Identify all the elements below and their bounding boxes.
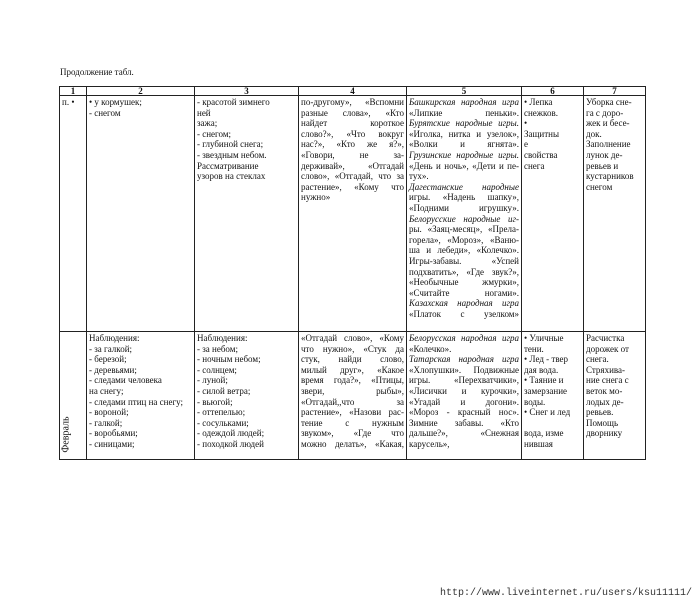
row1-col7 — [584, 96, 646, 332]
cell-line: - воробьями; — [89, 428, 138, 439]
cell-line: дальше?», «Снежная — [409, 428, 519, 439]
activities-table — [59, 86, 646, 460]
cell-line: • у кормушек; — [89, 97, 142, 107]
table-caption: Продолжение табл. — [60, 67, 134, 77]
cell-line: - одеждой людей; — [197, 428, 265, 439]
cell-line: док. — [586, 128, 602, 139]
cell-line: • Снег и лед — [524, 407, 571, 418]
cell-line: - деревьями; — [89, 364, 137, 375]
row2-col5 — [407, 332, 522, 460]
row2-col3 — [195, 332, 299, 460]
cell-line: нившая — [524, 438, 553, 449]
cell-line: - за галкой; — [89, 343, 133, 354]
row2-col2 — [87, 332, 195, 460]
row2-col6 — [522, 332, 584, 460]
cell-line: лунок де- — [586, 149, 623, 160]
cell-line: - синицами; — [89, 438, 135, 449]
cell-line: Казахская народная игра — [409, 298, 519, 309]
cell-line: - силой ветра; — [197, 385, 251, 396]
cell-line: «Угадай и догони». — [409, 396, 519, 407]
row1-col3 — [195, 96, 299, 332]
cell-line: игры. «Перехватчики», — [409, 375, 519, 386]
cell-line: звуком», «Где что — [301, 428, 404, 439]
cell-line: Дагестанские народные — [409, 181, 519, 192]
cell-line: «Лисички и курочки», — [409, 385, 519, 396]
cell-text: п. • — [62, 97, 75, 107]
row1-col1 — [60, 96, 87, 332]
cell-line: Белорусская народная игра — [409, 333, 519, 343]
cell-line: дорожек от — [586, 343, 629, 354]
cell-line: • Уличные — [524, 333, 564, 343]
cell-line: - сосульками; — [197, 417, 249, 428]
row1-col5 — [407, 96, 522, 332]
cell-line: замерзание — [524, 385, 568, 396]
cell-line: слово?», «Что вокруг — [301, 128, 404, 139]
cell-line: Наблюдения: — [197, 333, 248, 343]
cell-line: держивай», «Отгадай — [301, 160, 404, 171]
cell-line: - глубиной снега; — [197, 139, 264, 150]
header-cell: 1 — [60, 87, 87, 96]
cell-line: - вьюгой; — [197, 396, 233, 407]
cell-line: «Колечко». — [409, 343, 452, 354]
header-row — [60, 87, 646, 96]
header-cell: 3 — [195, 87, 299, 96]
cell-line: Защитны — [524, 128, 560, 139]
cell-line: - следами птиц на снегу; — [89, 396, 184, 407]
cell-line: - оттепелью; — [197, 407, 246, 418]
cell-line: зажа; — [197, 118, 218, 129]
cell-line: стук, найди слово, — [301, 354, 404, 365]
cell-line: - походкой людей — [197, 438, 264, 449]
cell-line: «Отгадай,,что за — [301, 396, 404, 407]
header-cell: 6 — [522, 87, 584, 96]
cell-line: Зимние забавы. «Кто — [409, 417, 519, 428]
cell-line: «Иголка, нитка и узелок», — [409, 128, 519, 139]
cell-line: е — [524, 139, 528, 150]
cell-line: разные слова», «Кто — [301, 107, 404, 118]
cell-line: дая вода. — [524, 364, 559, 375]
row1-col6 — [522, 96, 584, 332]
cell-line: Расчистка — [586, 333, 625, 343]
cell-line: жек и бесе- — [586, 118, 630, 129]
row1-col2 — [87, 96, 195, 332]
cell-line: • Таяние и — [524, 375, 564, 386]
header-cell: 4 — [299, 87, 407, 96]
cell-line: милый друг», «Какое — [301, 364, 404, 375]
cell-line: снега — [524, 160, 545, 171]
cell-line: снегом — [586, 181, 613, 192]
cell-line: - галкой; — [89, 417, 123, 428]
cell-line: воды. — [524, 396, 546, 407]
cell-line: можно делать», «Какая, — [301, 438, 404, 449]
cell-line: «Считайте ногами». — [409, 287, 519, 298]
cell-line: нужно» — [301, 192, 331, 203]
cell-line: «Говори, не за- — [301, 149, 404, 160]
cell-line: время года?», «Птицы, — [301, 375, 404, 386]
cell-line: - красотой зимнего — [197, 97, 270, 107]
cell-line: «День и ночь», «Дети и пе- — [409, 160, 519, 171]
cell-line: по-другому», «Вспомни — [301, 97, 404, 107]
cell-line — [524, 418, 581, 429]
cell-line: карусель», — [409, 438, 450, 449]
cell-line: горела», «Мороз», «Ваню- — [409, 234, 519, 245]
cell-line: узоров на стеклах — [197, 171, 266, 182]
cell-line: слово», «Отгадай, что за — [301, 171, 404, 182]
cell-line: - за небом; — [197, 343, 238, 354]
cell-line: - снегом — [89, 107, 121, 118]
cell-line: на снегу; — [89, 385, 124, 396]
cell-line: вода, изме — [524, 428, 564, 439]
cell-line: звери, рыбы», — [301, 385, 404, 396]
cell-line: «Липкие пеньки». — [409, 107, 519, 118]
cell-line: ревьев. — [586, 407, 614, 418]
header-cell: 5 — [407, 87, 522, 96]
cell-line: «Волки и ягнята». — [409, 139, 519, 150]
cell-line: Наблюдения: — [89, 333, 140, 343]
header-cell: 2 — [87, 87, 195, 96]
cell-line: ры. «Заяц-месяц», «Прела- — [409, 224, 519, 235]
cell-line: Рассматривание — [197, 160, 259, 171]
cell-line: растение», «Назови рас- — [301, 407, 404, 418]
cell-line: - звездным небом. — [197, 149, 267, 160]
cell-line: Игры-забавы. «Успей — [409, 255, 519, 266]
cell-line: ревьев и — [586, 160, 619, 171]
row1-col4 — [299, 96, 407, 332]
table-row — [60, 332, 646, 460]
cell-line: подхватить», «Где звук?», — [409, 266, 519, 277]
row2-col4 — [299, 332, 407, 460]
cell-line: что нужно», «Стук да — [301, 343, 404, 354]
cell-line: снега. — [586, 354, 609, 365]
cell-line: - вороной; — [89, 407, 129, 418]
cell-line: Белорусские народные иг- — [409, 213, 519, 224]
cell-line: «Необычные жмурки», — [409, 277, 519, 288]
cell-line: лодых де- — [586, 396, 624, 407]
month-label: Февраль — [60, 416, 72, 453]
cell-line: нас?», «Кто же я?», — [301, 139, 404, 150]
cell-line: Уборка сне- — [586, 97, 632, 107]
cell-line: га с доро- — [586, 107, 624, 118]
cell-line: веток мо- — [586, 385, 623, 396]
cell-line: «Подними игрушку». — [409, 202, 519, 213]
cell-line: снежков. — [524, 107, 558, 118]
cell-line: • Лед - твер — [524, 354, 569, 365]
cell-line: «Мороз - красный нос». — [409, 407, 519, 418]
cell-line: «Отгадай слово», «Кому — [301, 333, 404, 343]
cell-line: «Платок с узелком» — [409, 308, 519, 319]
cell-line: • — [524, 118, 528, 129]
row2-col7 — [584, 332, 646, 460]
cell-line: Грузинские народные игры. — [409, 149, 519, 160]
cell-line: Помощь — [586, 417, 619, 428]
cell-line: свойства — [524, 149, 558, 160]
cell-line: растение», «Кому что — [301, 181, 404, 192]
watermark-url: http://www.liveinternet.ru/users/ksu11111/ — [439, 588, 692, 599]
cell-line: тение с нужным — [301, 417, 404, 428]
cell-line: ша и лебеди», «Колечко». — [409, 245, 519, 256]
table-row — [60, 96, 646, 332]
cell-line: Башкирская народная игра — [409, 97, 519, 107]
cell-line: дворнику — [586, 428, 623, 439]
cell-line: - солнцем; — [197, 364, 237, 375]
cell-line: Заполнение — [586, 139, 631, 150]
cell-line: «Хлопушки». Подвижные — [409, 364, 519, 375]
cell-line: Татарская народная игра — [409, 354, 519, 365]
cell-line: ней — [197, 107, 211, 118]
cell-line: - следами человека — [89, 375, 162, 386]
cell-line: - снегом; — [197, 128, 232, 139]
cell-line: игры. «Надень шапку», — [409, 192, 519, 203]
cell-line: - луной; — [197, 375, 228, 386]
cell-line: - ночным небом; — [197, 354, 261, 365]
cell-line: Стряхива- — [586, 364, 626, 375]
cell-line: • Лепка — [524, 97, 553, 107]
cell-line: ние снега с — [586, 375, 629, 386]
cell-line: кустарников — [586, 171, 634, 182]
cell-line: тени. — [524, 343, 544, 354]
cell-line: - березой; — [89, 354, 127, 365]
cell-line: тух». — [409, 171, 429, 182]
cell-line: Бурятские народные игры. — [409, 118, 519, 129]
cell-line: найдет короткое — [301, 118, 404, 129]
header-cell: 7 — [584, 87, 646, 96]
row2-col1 — [60, 332, 87, 460]
